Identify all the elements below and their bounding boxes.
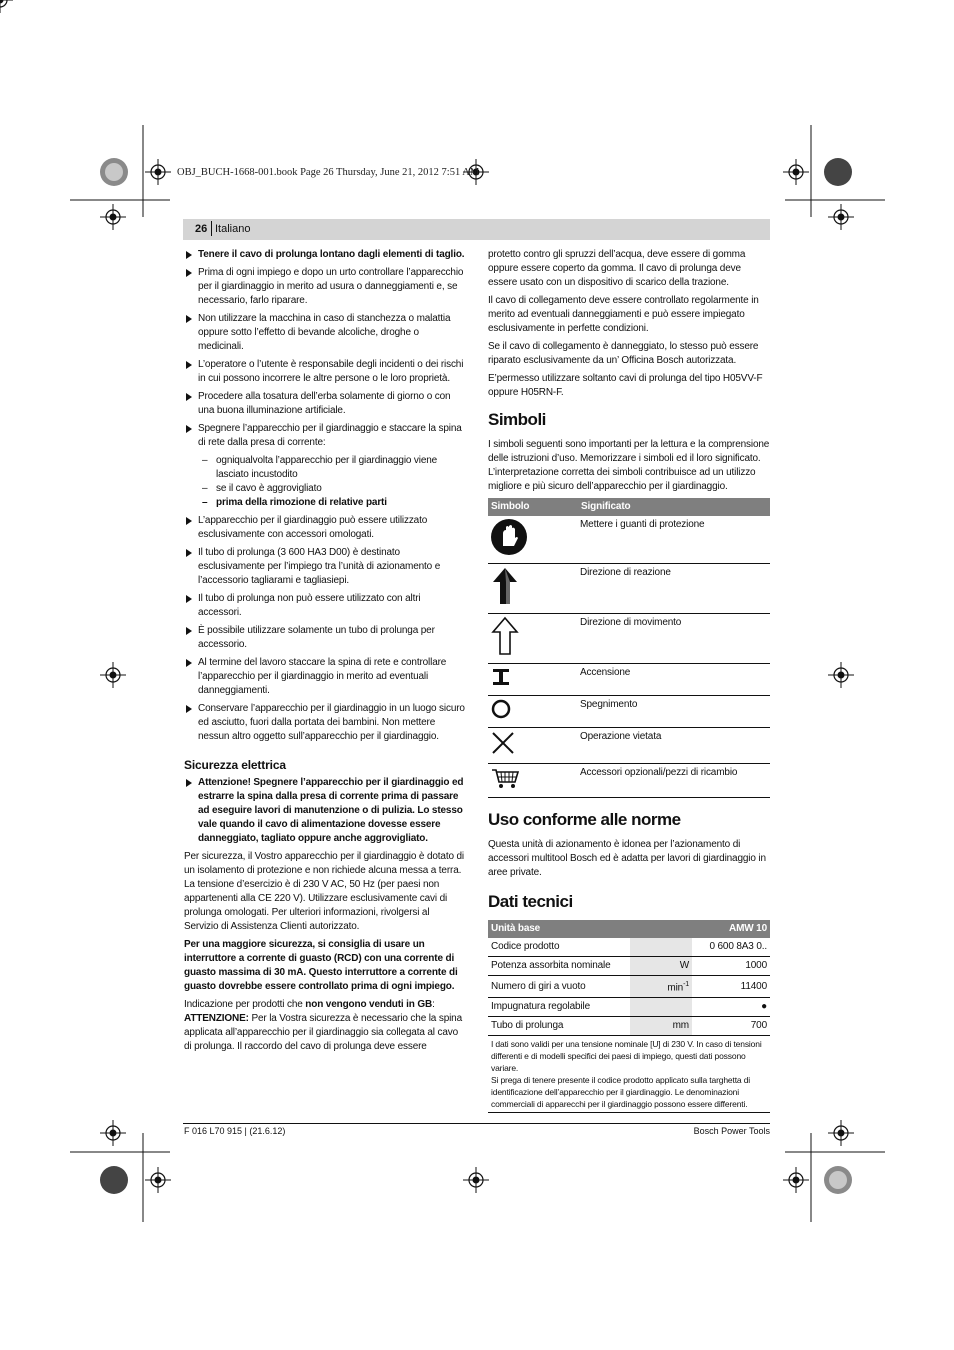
page-header bbox=[183, 219, 770, 240]
table-row bbox=[488, 976, 770, 998]
paragraph: Il cavo di collegamento deve essere controllato regolarmente in merito ad eventuali danneggiamenti e può essere impiegato esclusivamente in perfette condizioni. bbox=[488, 295, 759, 334]
paragraph: Questa unità di azionamento è idonea per l’azionamento di accessori multitool Bosch ed è adatta per lavori di giardinaggio in aree private. bbox=[488, 839, 766, 878]
column-header: Unità base bbox=[488, 920, 692, 938]
bullet-triangle-icon bbox=[186, 627, 192, 635]
table-footnote: I dati sono validi per una tensione nominale [U] di 230 V. In caso di tensioni differenti e di modelli specifici dei paesi di impiego, questi dati possono variare. Si prega di tenere presente il codice prodotto applicato sulla targhetta di identificazione dell’apparecchio per il giardinaggio. Le denominazioni commerciali di apparecchi per il giardinaggio possono essere differenti. bbox=[488, 1036, 770, 1113]
footer-brand: Bosch Power Tools bbox=[693, 1126, 770, 1136]
spec-value: ● bbox=[692, 998, 770, 1017]
paragraph: I simboli seguenti sono importanti per la lettura e la comprensione delle istruzioni d’uso. Memorizzare i simboli ed il loro significato. L’interpretazione corretta dei simboli contribuisce ad un utilizzo migliore e più sicuro dell’apparecchio per il giardinaggio. bbox=[488, 439, 770, 492]
spec-unit: $\min^{-1}$ bbox=[630, 976, 692, 998]
bullet-triangle-icon bbox=[186, 659, 192, 667]
symbol-meaning: Operazione vietata bbox=[578, 728, 770, 764]
symbol-meaning: Spegnimento bbox=[578, 696, 770, 728]
symbol-meaning: Direzione di reazione bbox=[578, 564, 770, 614]
table-row bbox=[488, 998, 770, 1017]
symbol-meaning: Direzione di movimento bbox=[578, 614, 770, 664]
column-header: AMW 10 bbox=[692, 920, 770, 938]
table-header bbox=[488, 920, 770, 938]
left-column bbox=[184, 248, 466, 1058]
symbol-meaning: Accensione bbox=[578, 664, 770, 696]
spec-label: Impugnatura regolabile bbox=[488, 998, 630, 1017]
paragraph: protetto contro gli spruzzi dell’acqua, deve essere di gomma oppure essere coperto da gomma. Il cavo di prolunga deve essere usato con un dispositivo di scarico della trazione. bbox=[488, 249, 746, 288]
bullet-triangle-icon bbox=[186, 549, 192, 557]
power-off-icon bbox=[490, 698, 512, 720]
dash-item: – ogniqualvolta l’apparecchio per il giardinaggio viene lasciato incustodito bbox=[202, 455, 438, 480]
footer-divider bbox=[183, 1123, 770, 1124]
prohibited-icon bbox=[490, 730, 516, 756]
spec-unit bbox=[630, 998, 692, 1017]
bullet-item: Tenere il cavo di prolunga lontano dagli elementi di taglio. bbox=[184, 248, 466, 262]
bullet-triangle-icon bbox=[186, 315, 192, 323]
section-heading: Simboli bbox=[488, 410, 546, 429]
paragraph: ATTENZIONE: Per la Vostra sicurezza è necessario che la spina applicata all’apparecchio per il giardinaggio sia collegata al cavo di prolunga. Il raccordo del cavo di prolunga deve essere bbox=[184, 1013, 462, 1052]
spec-unit: W bbox=[630, 957, 692, 976]
bullet-triangle-icon bbox=[186, 705, 192, 713]
paragraph: Indicazione per prodotti che non vengono venduti in GB: bbox=[184, 999, 435, 1010]
spec-unit bbox=[630, 938, 692, 957]
bullet-triangle-icon bbox=[186, 393, 192, 401]
paragraph: E’permesso utilizzare soltanto cavi di prolunga del tipo H05VV-F oppure H05RN-F. bbox=[488, 373, 763, 398]
print-header: OBJ_BUCH-1668-001.book Page 26 Thursday, June 21, 2012 7:51 AM bbox=[177, 167, 480, 178]
symbol-meaning: Mettere i guanti di protezione bbox=[578, 516, 770, 564]
bullet-item: Prima di ogni impiego e dopo un urto controllare l’apparecchio per il giardinaggio in merito ad usura o danneggiamenti e, se necessario, farlo riparare. bbox=[184, 266, 466, 308]
table-row bbox=[488, 696, 770, 728]
column-header: Simbolo bbox=[488, 498, 578, 516]
section-heading: Dati tecnici bbox=[488, 892, 573, 911]
paragraph: Per una maggiore sicurezza, si consiglia di usare un interruttore a corrente di guasto (RCD) con una corrente di guasto massima di 30 mA. Questo interruttore a corrente di guasto dovrebbe essere controllato prima di ogni impiego. bbox=[184, 939, 458, 992]
bullet-item: L’apparecchio per il giardinaggio può essere utilizzato esclusivamente con accessori omologati. bbox=[184, 514, 466, 542]
bullet-triangle-icon bbox=[186, 251, 192, 259]
spec-label: Potenza assorbita nominale bbox=[488, 957, 630, 976]
spec-unit: mm bbox=[630, 1017, 692, 1036]
spec-value: 0 600 8A3 0.. bbox=[692, 938, 770, 957]
technical-data-table bbox=[488, 920, 770, 1036]
table-row bbox=[488, 516, 770, 564]
table-header bbox=[488, 498, 770, 516]
bullet-item: Non utilizzare la macchina in caso di stanchezza o malattia oppure sotto l’effetto di bevande alcoliche, droghe o medicinali. bbox=[184, 312, 466, 354]
bullet-triangle-icon bbox=[186, 517, 192, 525]
bullet-item: Spegnere l’apparecchio per il giardinaggio e staccare la spina di rete dalla presa di corrente: bbox=[184, 422, 466, 450]
reaction-arrow-icon bbox=[490, 566, 520, 606]
header-divider bbox=[211, 221, 212, 236]
bullet-item: Al termine del lavoro staccare la spina di rete e controllare l’apparecchio per il giardinaggio in merito ad eventuali danneggiamenti. bbox=[184, 656, 466, 698]
power-on-icon bbox=[490, 666, 512, 688]
bullet-item: Conservare l’apparecchio per il giardinaggio in un luogo sicuro ed asciutto, fuori dalla portata dei bambini. Non mettere nessun altro oggetto sull’apparecchio per il giardinaggio. bbox=[184, 702, 466, 744]
bullet-item: È possibile utilizzare solamente un tubo di prolunga per accessorio. bbox=[184, 624, 466, 652]
dash-item: – prima della rimozione di relative parti bbox=[202, 497, 387, 508]
bullet-item: Il tubo di prolunga non può essere utilizzato con altri accessori. bbox=[184, 592, 466, 620]
table-row bbox=[488, 664, 770, 696]
spec-label: Codice prodotto bbox=[488, 938, 630, 957]
language-label: Italiano bbox=[215, 223, 251, 235]
bullet-triangle-icon bbox=[186, 595, 192, 603]
bullet-item: Il tubo di prolunga (3 600 HA3 D00) è destinato esclusivamente per l’impiego tra l’unità di azionamento e l’accessorio tagliarami e tagliasiepi. bbox=[184, 546, 466, 588]
table-row bbox=[488, 957, 770, 976]
section-heading: Uso conforme alle norme bbox=[488, 810, 681, 829]
footer-doc-code: F 016 L70 915 | (21.6.12) bbox=[184, 1126, 286, 1136]
table-row bbox=[488, 938, 770, 957]
movement-arrow-icon bbox=[490, 616, 520, 656]
paragraph: Per sicurezza, il Vostro apparecchio per il giardinaggio è dotato di un isolamento di protezione e non richiede alcuna messa a terra. La tensione d’esercizio è di 230 V AC, 50 Hz (per paesi non appartenenti alla CE 220 V). Utilizzare esclusivamente cavi di prolunga omologati. Per ulteriori informazioni, rivolgersi al Servizio di Assistenza Clienti autorizzato. bbox=[184, 851, 464, 932]
section-subheading: Sicurezza elettrica bbox=[184, 758, 286, 772]
bullet-item: L’operatore o l’utente è responsabile degli incidenti o dei rischi in cui possono incorrere le altre persone o le loro proprietà. bbox=[184, 358, 466, 386]
symbol-meaning: Accessori opzionali/pezzi di ricambio bbox=[578, 764, 770, 798]
spec-label: Tubo di prolunga bbox=[488, 1017, 630, 1036]
table-row bbox=[488, 764, 770, 798]
symbols-table bbox=[488, 498, 770, 798]
paragraph: Se il cavo di collegamento è danneggiato, lo stesso può essere riparato esclusivamente da un’ Officina Bosch autorizzata. bbox=[488, 341, 759, 366]
bullet-item: Procedere alla tosatura dell’erba solamente di giorno o con una buona illuminazione artificiale. bbox=[184, 390, 466, 418]
bullet-item: Attenzione! Spegnere l’apparecchio per il giardinaggio ed estrarre la spina dalla presa di corrente prima di passare ad eseguire lavori di manutenzione o di pulizia. Lo stesso vale quando il cavo di alimentazione dovesse essere danneggiato, tagliato oppure anche aggrovigliato. bbox=[184, 776, 466, 846]
table-row bbox=[488, 1017, 770, 1036]
column-header: Significato bbox=[578, 498, 770, 516]
bullet-triangle-icon bbox=[186, 779, 192, 787]
gloves-icon bbox=[490, 518, 528, 556]
bullet-triangle-icon bbox=[186, 269, 192, 277]
table-row bbox=[488, 564, 770, 614]
spec-label: Numero di giri a vuoto bbox=[488, 976, 630, 998]
right-column bbox=[488, 248, 770, 1113]
spec-value: 11400 bbox=[692, 976, 770, 998]
spec-value: 700 bbox=[692, 1017, 770, 1036]
table-row bbox=[488, 728, 770, 764]
shopping-cart-icon bbox=[490, 766, 520, 790]
table-row bbox=[488, 614, 770, 664]
page-number: 26 bbox=[195, 223, 208, 235]
spec-value: 1000 bbox=[692, 957, 770, 976]
bullet-triangle-icon bbox=[186, 361, 192, 369]
dash-item: – se il cavo è aggrovigliato bbox=[202, 483, 322, 494]
bullet-triangle-icon bbox=[186, 425, 192, 433]
